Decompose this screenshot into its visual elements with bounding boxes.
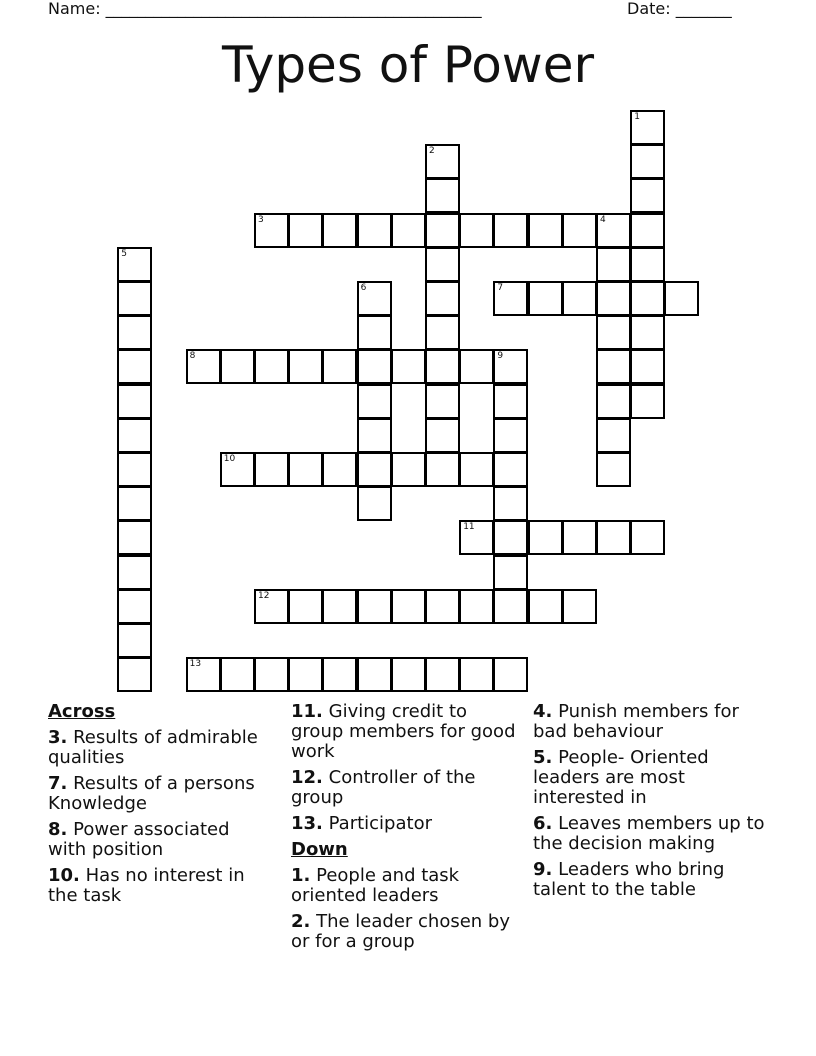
grid-cell[interactable] <box>254 213 289 248</box>
grid-cell[interactable] <box>322 589 357 624</box>
grid-cell[interactable] <box>630 315 665 350</box>
grid-cell[interactable] <box>630 110 665 145</box>
grid-cell[interactable] <box>186 657 221 692</box>
clue-number: 1. <box>291 865 311 886</box>
cell-number: 12 <box>258 590 270 601</box>
grid-cell[interactable] <box>493 520 528 555</box>
grid-cell[interactable] <box>357 315 392 350</box>
date-field-line: Date: _______ <box>627 0 732 18</box>
grid-cell[interactable] <box>596 418 631 453</box>
grid-cell[interactable] <box>425 589 460 624</box>
grid-cell[interactable] <box>425 213 460 248</box>
cell-number: 5 <box>121 248 127 259</box>
grid-cell[interactable] <box>391 349 426 384</box>
cell-number: 11 <box>463 522 475 533</box>
grid-cell[interactable] <box>288 349 323 384</box>
clue-text: Participator <box>328 813 432 834</box>
grid-cell[interactable] <box>391 589 426 624</box>
grid-cell[interactable] <box>391 213 426 248</box>
grid-cell[interactable] <box>425 657 460 692</box>
clue-down-2 <box>291 912 523 952</box>
clue-across-8 <box>48 820 273 860</box>
grid-cell[interactable] <box>117 349 152 384</box>
grid-cell[interactable] <box>596 281 631 316</box>
grid-cell[interactable] <box>493 281 528 316</box>
clue-down-6 <box>533 814 765 854</box>
grid-cell[interactable] <box>322 349 357 384</box>
clue-text: Giving credit to group members for good work <box>291 701 516 762</box>
grid-cell[interactable] <box>357 384 392 419</box>
clue-across-10 <box>48 866 273 906</box>
grid-cell[interactable] <box>357 349 392 384</box>
grid-cell[interactable] <box>630 144 665 179</box>
grid-cell[interactable] <box>493 486 528 521</box>
grid-cell[interactable] <box>117 281 152 316</box>
grid-cell[interactable] <box>630 281 665 316</box>
grid-cell[interactable] <box>630 384 665 419</box>
clue-text: Power associated with position <box>48 819 230 860</box>
clues-column-2 <box>291 702 523 958</box>
grid-cell[interactable] <box>117 315 152 350</box>
grid-cell[interactable] <box>322 452 357 487</box>
cell-number: 4 <box>600 214 606 225</box>
grid-cell[interactable] <box>596 520 631 555</box>
clue-across-7 <box>48 774 273 814</box>
across-heading: Across <box>48 701 116 722</box>
grid-cell[interactable] <box>425 178 460 213</box>
grid-cell[interactable] <box>220 349 255 384</box>
grid-cell[interactable] <box>459 452 494 487</box>
clue-text: Leaves members up to the decision making <box>533 813 765 854</box>
grid-cell[interactable] <box>596 247 631 282</box>
cell-number: 13 <box>189 659 202 670</box>
clue-number: 2. <box>291 911 311 932</box>
grid-cell[interactable] <box>596 315 631 350</box>
grid-cell[interactable] <box>220 452 255 487</box>
grid-cell[interactable] <box>117 418 152 453</box>
grid-cell[interactable] <box>357 486 392 521</box>
grid-cell[interactable] <box>254 349 289 384</box>
grid-cell[interactable] <box>630 349 665 384</box>
grid-cell[interactable] <box>562 589 597 624</box>
grid-cell[interactable] <box>459 657 494 692</box>
clue-text: Has no interest in the task <box>48 865 245 906</box>
grid-cell[interactable] <box>425 384 460 419</box>
clue-number: 13. <box>291 813 323 834</box>
grid-cell[interactable] <box>630 520 665 555</box>
grid-cell[interactable] <box>596 452 631 487</box>
grid-cell[interactable] <box>425 452 460 487</box>
grid-cell[interactable] <box>357 418 392 453</box>
grid-cell[interactable] <box>493 555 528 590</box>
grid-cell[interactable] <box>630 213 665 248</box>
clue-text: Results of a persons Knowledge <box>48 773 255 814</box>
grid-cell[interactable] <box>186 349 221 384</box>
clue-number: 4. <box>533 701 553 722</box>
clue-across-13 <box>291 814 523 834</box>
clue-down-5 <box>533 748 765 808</box>
clue-down-9 <box>533 860 765 900</box>
cell-number: 10 <box>223 454 236 464</box>
clue-number: 6. <box>533 813 553 834</box>
cell-number: 2 <box>429 146 435 157</box>
grid-cell[interactable] <box>357 452 392 487</box>
grid-cell[interactable] <box>391 452 426 487</box>
grid-cell[interactable] <box>528 520 563 555</box>
clue-text: Results of admirable qualities <box>48 727 258 768</box>
name-field-line: Name: _______________________________________________ <box>48 0 482 18</box>
clue-down-4 <box>533 702 765 742</box>
grid-cell[interactable] <box>528 213 563 248</box>
grid-cell[interactable] <box>357 213 392 248</box>
grid-cell[interactable] <box>425 315 460 350</box>
grid-cell[interactable] <box>254 452 289 487</box>
grid-cell[interactable] <box>459 589 494 624</box>
clue-text: Punish members for bad behaviour <box>533 701 739 742</box>
down-heading: Down <box>291 839 348 860</box>
grid-cell[interactable] <box>425 144 460 179</box>
grid-cell[interactable] <box>425 247 460 282</box>
grid-cell[interactable] <box>562 520 597 555</box>
grid-cell[interactable] <box>288 213 323 248</box>
cell-number: 8 <box>189 351 196 362</box>
grid-cell[interactable] <box>493 589 528 624</box>
grid-cell[interactable] <box>117 657 152 692</box>
grid-cell[interactable] <box>357 281 392 316</box>
grid-cell[interactable] <box>459 520 494 555</box>
grid-cell[interactable] <box>322 213 357 248</box>
page-title: Types of Power <box>221 36 595 94</box>
grid-cell[interactable] <box>357 657 392 692</box>
clue-across-11 <box>291 702 523 762</box>
clue-number: 12. <box>291 767 323 788</box>
grid-cell[interactable] <box>459 213 494 248</box>
grid-cell[interactable] <box>117 589 152 624</box>
grid-cell[interactable] <box>117 520 152 555</box>
cell-number: 9 <box>497 351 504 362</box>
clue-number: 11. <box>291 701 323 722</box>
clue-across-3 <box>48 728 273 768</box>
clue-down-1 <box>291 866 523 906</box>
grid-cell[interactable] <box>425 281 460 316</box>
clue-number: 9. <box>533 859 553 880</box>
grid-cell[interactable] <box>288 452 323 487</box>
grid-cell[interactable] <box>562 281 597 316</box>
grid-cell[interactable] <box>220 657 255 692</box>
grid-cell[interactable] <box>493 349 528 384</box>
grid-cell[interactable] <box>322 657 357 692</box>
cell-number: 3 <box>258 214 264 225</box>
clue-across-12 <box>291 768 523 808</box>
cell-number: 6 <box>360 283 367 293</box>
grid-cell[interactable] <box>117 486 152 521</box>
grid-cell[interactable] <box>596 384 631 419</box>
grid-cell[interactable] <box>528 589 563 624</box>
grid-cell[interactable] <box>425 418 460 453</box>
cell-number: 7 <box>497 283 504 293</box>
grid-cell[interactable] <box>562 213 597 248</box>
grid-cell[interactable] <box>425 349 460 384</box>
grid-cell[interactable] <box>117 623 152 658</box>
grid-cell[interactable] <box>493 213 528 248</box>
grid-cell[interactable] <box>493 452 528 487</box>
grid-cell[interactable] <box>288 657 323 692</box>
grid-cell[interactable] <box>391 657 426 692</box>
grid-cell[interactable] <box>630 178 665 213</box>
grid-cell[interactable] <box>254 657 289 692</box>
grid-cell[interactable] <box>254 589 289 624</box>
grid-cell[interactable] <box>117 452 152 487</box>
grid-cell[interactable] <box>596 213 631 248</box>
clue-text: Leaders who bring talent to the table <box>533 859 725 900</box>
grid-cell[interactable] <box>117 555 152 590</box>
clue-text: The leader chosen by or for a group <box>291 911 511 952</box>
clue-number: 7. <box>48 773 68 794</box>
grid-cell[interactable] <box>117 384 152 419</box>
grid-cell[interactable] <box>459 349 494 384</box>
cell-number: 1 <box>634 112 640 122</box>
clues-column-3 <box>533 702 765 906</box>
clue-number: 5. <box>533 747 553 768</box>
clues-column-1 <box>48 702 273 912</box>
grid-cell[interactable] <box>596 349 631 384</box>
grid-cell[interactable] <box>664 281 699 316</box>
grid-cell[interactable] <box>357 589 392 624</box>
clue-text: People and task oriented leaders <box>291 865 460 906</box>
grid-cell[interactable] <box>630 247 665 282</box>
grid-cell[interactable] <box>288 589 323 624</box>
grid-cell[interactable] <box>117 247 152 282</box>
clue-number: 3. <box>48 727 68 748</box>
grid-cell[interactable] <box>493 657 528 692</box>
grid-cell[interactable] <box>493 384 528 419</box>
clue-text: Controller of the group <box>291 767 476 808</box>
clue-number: 10. <box>48 865 80 886</box>
grid-cell[interactable] <box>528 281 563 316</box>
clue-text: People- Oriented leaders are most interested in <box>533 747 709 808</box>
clue-number: 8. <box>48 819 68 840</box>
grid-cell[interactable] <box>493 418 528 453</box>
